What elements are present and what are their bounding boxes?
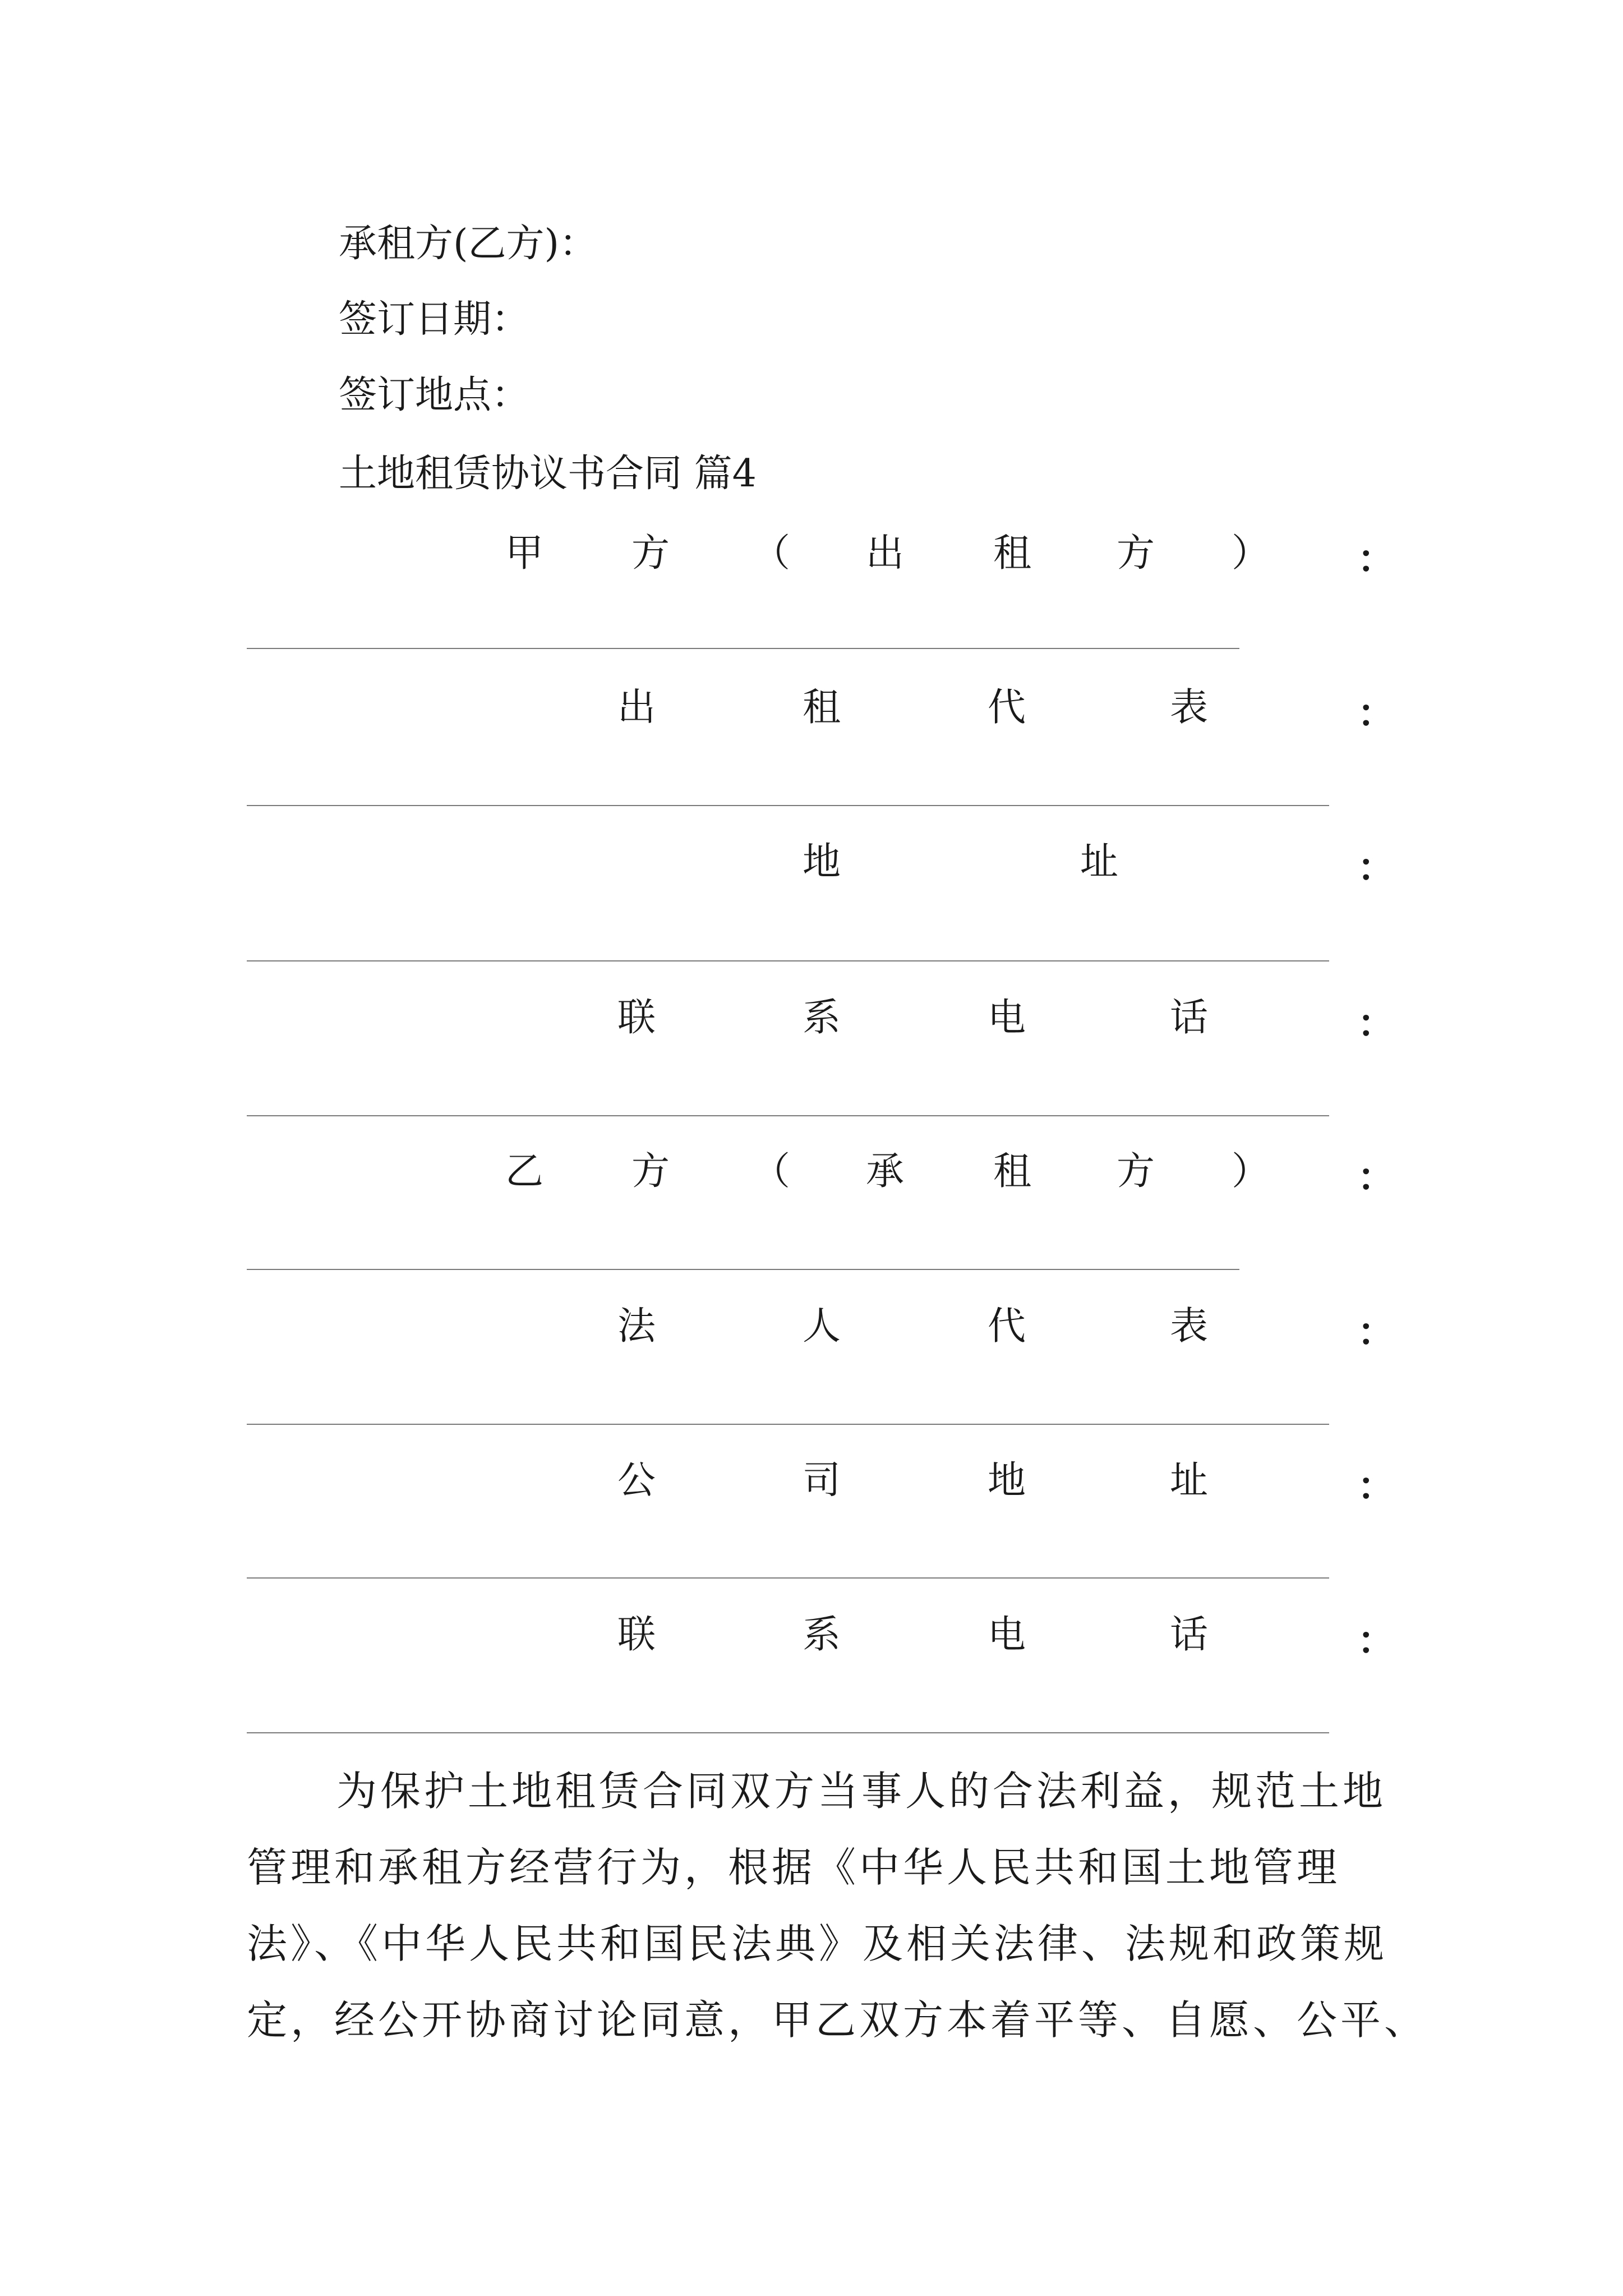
party-a-title-char: （ bbox=[751, 531, 791, 576]
sign-place-label: 签订地点： bbox=[339, 373, 530, 417]
party-a-phone-char: 系 bbox=[802, 996, 841, 1040]
party-a-phone-char: 联 bbox=[617, 996, 656, 1040]
party-a-rep-char: 表 bbox=[1169, 685, 1209, 730]
party-b-legal-rep-char: 表 bbox=[1169, 1304, 1209, 1349]
party-a-rep-char: 代 bbox=[987, 685, 1026, 730]
party-a-address-char: 地 bbox=[802, 840, 841, 884]
colon: ： bbox=[1357, 1618, 1396, 1663]
section-title: 土地租赁协议书合同 篇4 bbox=[339, 452, 757, 496]
party-a-title-char: 方 bbox=[631, 531, 670, 576]
lessee-label: 承租方(乙方)： bbox=[339, 222, 598, 266]
party-a-title-row bbox=[247, 528, 1396, 596]
party-b-company-address-row bbox=[247, 1456, 1396, 1523]
party-b-legal-rep-char: 法 bbox=[617, 1304, 656, 1349]
party-b-phone-char: 联 bbox=[617, 1613, 656, 1657]
party-a-phone-char: 话 bbox=[1169, 996, 1209, 1040]
fill-line bbox=[247, 1577, 1329, 1579]
party-a-phone-row bbox=[247, 993, 1396, 1060]
party-a-address-char: 址 bbox=[1080, 840, 1119, 884]
party-b-company-address-char: 司 bbox=[802, 1458, 841, 1503]
party-b-title-row bbox=[247, 1147, 1396, 1214]
party-a-title-char: 方 bbox=[1116, 531, 1155, 576]
fill-line bbox=[247, 1732, 1329, 1733]
party-b-phone-row bbox=[247, 1610, 1396, 1677]
fill-line bbox=[247, 1115, 1329, 1116]
paragraph-line: 定，经公开协商讨论同意，甲乙双方本着平等、自愿、公平、 bbox=[247, 1996, 1428, 2044]
party-b-phone-char: 系 bbox=[802, 1613, 841, 1657]
party-b-company-address-char: 公 bbox=[617, 1458, 656, 1503]
party-a-rep-row bbox=[247, 683, 1396, 750]
party-a-title-char: 租 bbox=[993, 531, 1032, 576]
fill-line bbox=[247, 1269, 1239, 1270]
colon: ： bbox=[1357, 1155, 1396, 1200]
party-a-rep-char: 出 bbox=[617, 685, 656, 730]
party-a-address-row bbox=[247, 837, 1396, 904]
party-b-title-char: 租 bbox=[993, 1149, 1032, 1194]
colon: ： bbox=[1357, 1310, 1396, 1355]
fill-line bbox=[247, 960, 1329, 961]
party-b-company-address-char: 址 bbox=[1169, 1458, 1209, 1503]
colon: ： bbox=[1357, 845, 1396, 890]
colon: ： bbox=[1357, 1001, 1396, 1046]
colon: ： bbox=[1357, 537, 1396, 582]
party-a-phone-char: 电 bbox=[987, 996, 1026, 1040]
party-b-title-char: 乙 bbox=[505, 1149, 544, 1194]
paragraph-line: 管理和承租方经营行为，根据《中华人民共和国土地管理 bbox=[247, 1844, 1341, 1891]
fill-line bbox=[247, 805, 1329, 806]
colon: ： bbox=[1357, 691, 1396, 736]
party-a-rep-char: 租 bbox=[802, 685, 841, 730]
party-b-title-char: 方 bbox=[631, 1149, 670, 1194]
party-b-company-address-char: 地 bbox=[987, 1458, 1026, 1503]
fill-line bbox=[247, 648, 1239, 649]
party-b-legal-rep-row bbox=[247, 1301, 1396, 1369]
party-b-title-char: （ bbox=[751, 1149, 791, 1194]
party-a-title-char: ） bbox=[1231, 531, 1270, 576]
party-b-legal-rep-char: 人 bbox=[802, 1304, 841, 1349]
party-b-legal-rep-char: 代 bbox=[987, 1304, 1026, 1349]
party-a-title-char: 出 bbox=[865, 531, 905, 576]
party-a-title-char: 甲 bbox=[505, 531, 544, 576]
party-b-title-char: 承 bbox=[865, 1149, 905, 1194]
party-b-title-char: ） bbox=[1231, 1149, 1270, 1194]
paragraph-line: 为保护土地租赁合同双方当事人的合法利益，规范土地 bbox=[336, 1768, 1387, 1815]
sign-date-label: 签订日期： bbox=[339, 297, 530, 342]
party-b-title-char: 方 bbox=[1116, 1149, 1155, 1194]
fill-line bbox=[247, 1424, 1329, 1425]
intro-paragraph bbox=[247, 1753, 1428, 2058]
paragraph-line: 法》、《中华人民共和国民法典》及相关法律、法规和政策规 bbox=[247, 1920, 1388, 1967]
party-b-phone-char: 电 bbox=[987, 1613, 1026, 1657]
party-b-phone-char: 话 bbox=[1169, 1613, 1209, 1657]
colon: ： bbox=[1357, 1464, 1396, 1509]
